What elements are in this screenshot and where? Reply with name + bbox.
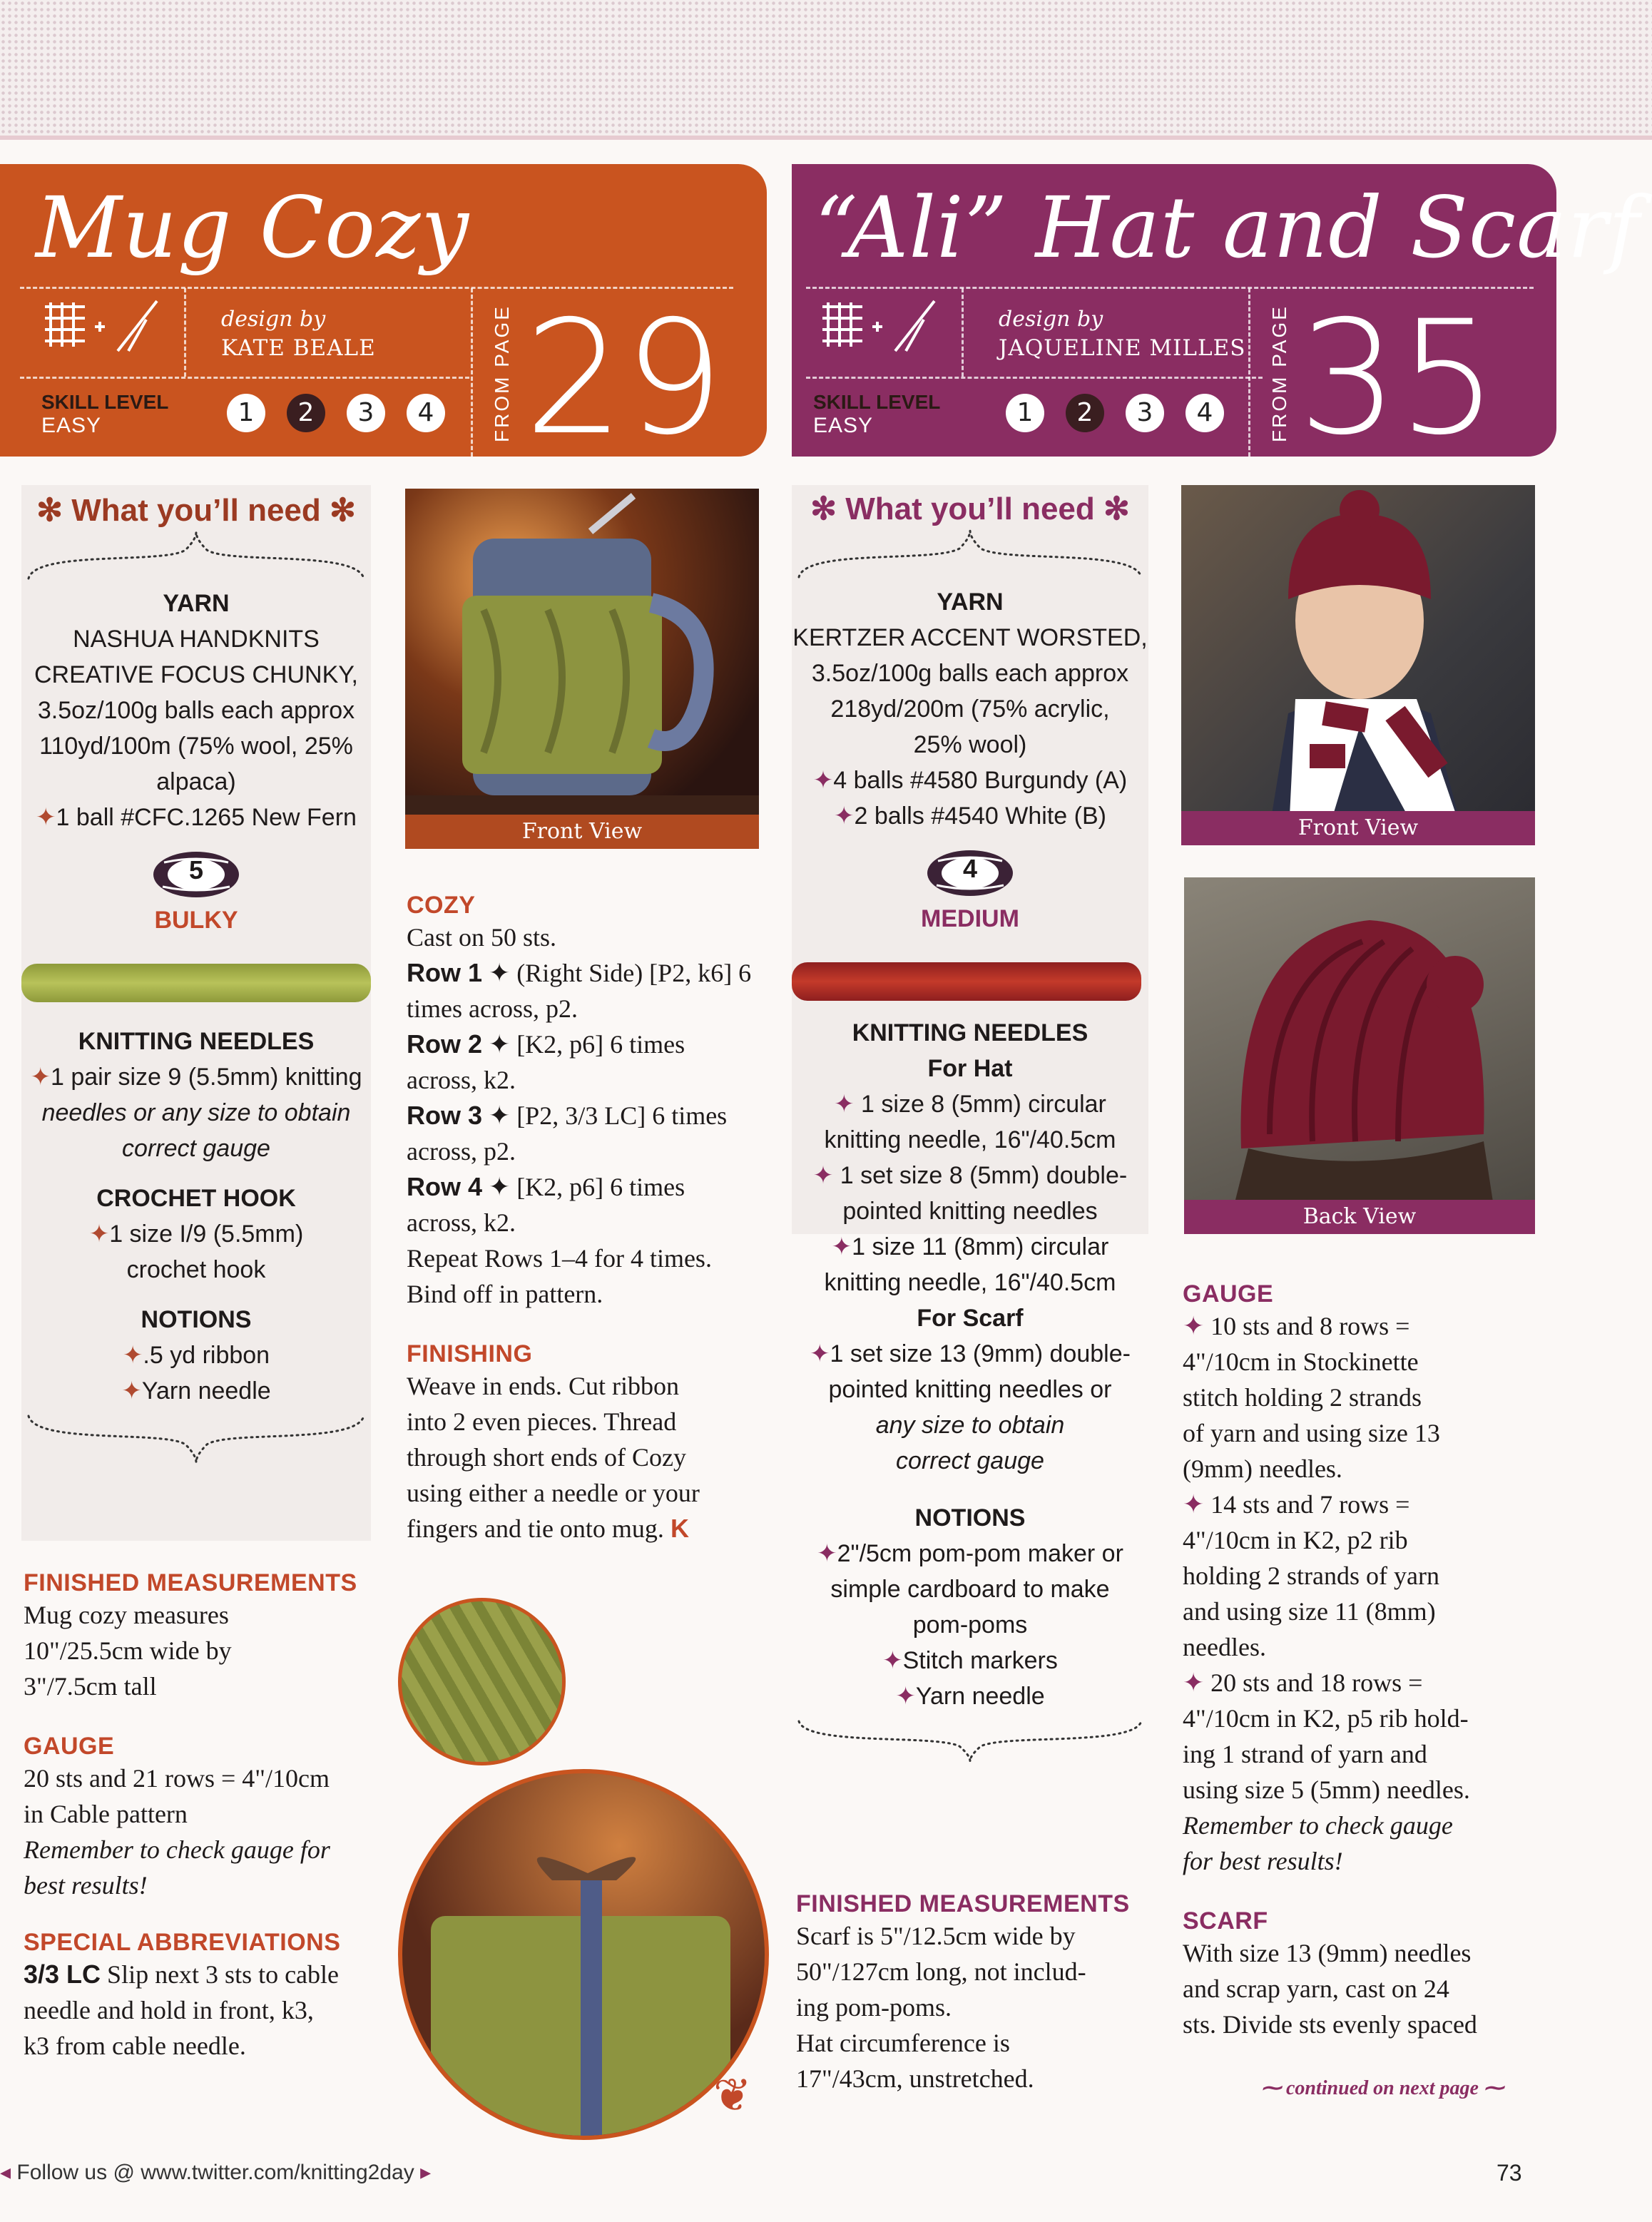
needles-line: ✦1 pair size 9 (5.5mm) knitting	[30, 1064, 362, 1091]
flourish-icon: ⁓	[1478, 2077, 1504, 2099]
cozy-line	[407, 1026, 777, 1062]
bullet-icon: ✦	[482, 959, 511, 987]
bullet-icon: ✦	[882, 1647, 903, 1674]
cozy-heading: COZY	[407, 892, 476, 919]
row-text: across, k2.	[407, 1066, 516, 1094]
notions-line: ✦Stitch markers	[882, 1647, 1058, 1674]
cozy-line	[407, 1276, 777, 1312]
level-2: 2	[287, 394, 325, 432]
cozy-line	[407, 1133, 777, 1169]
hat-needle-line: ✦ 1 size 8 (5mm) circular	[834, 1091, 1106, 1118]
gauge-heading: GAUGE	[1183, 1280, 1274, 1308]
bullet-icon: ✦	[834, 802, 855, 830]
mug-needles-block	[21, 1024, 371, 1409]
gauge-text: ✦ 10 sts and 8 rows = 4"/10cm in Stockinette stitch holding 2 strands of yarn and using size 13 (9mm) needles. ✦ 14 sts and 7 rows = 4"/10cm in K2, p2 rib holding 2 strands of yarn and using size 11 (8mm) needles. ✦ 20 sts and 18 rows = 4"/10cm in K2, p5 rib hold- ing 1 strand of yarn and using size 5 (5mm) needles. Remember to check gauge for best results!	[1183, 1312, 1470, 1875]
bullet-icon: ✦	[1183, 1668, 1211, 1697]
cozy-line	[407, 1098, 777, 1133]
mug-instructions-column	[407, 892, 777, 1546]
hat-needle-line: pointed knitting needles	[842, 1198, 1098, 1225]
scarf-needle-line: ✦1 set size 13 (9mm) double-	[810, 1340, 1131, 1367]
curly-divider-top	[792, 527, 1148, 584]
finished-measurements-heading: FINISHED MEASUREMENTS	[796, 1890, 1130, 1917]
bullet-icon: ✦	[812, 767, 834, 794]
mug-illustration	[405, 489, 759, 849]
continued-note: ⁓ continued on next page ⁓	[1261, 2077, 1504, 2099]
row-text: Cast on 50 sts.	[407, 923, 557, 952]
top-divider	[0, 136, 1652, 140]
yarn-line: 3.5oz/100g balls each approx	[811, 660, 1129, 687]
yarn-line: alpaca)	[156, 768, 236, 795]
cable-detail-photo	[398, 1598, 566, 1765]
hook-line: ✦1 size I/9 (5.5mm)	[88, 1220, 304, 1248]
row-label: Row 4	[407, 1172, 483, 1201]
yarn-weight-name: BULKY	[154, 907, 238, 934]
bullet-icon: ✦	[812, 1162, 840, 1189]
level-3: 3	[347, 394, 385, 432]
what-you-need-heading: ✻ What you’ll need ✻	[810, 491, 1130, 526]
yarn-sample-swatch	[792, 962, 1141, 1001]
yarn-line: ✦2 balls #4540 White (B)	[834, 802, 1106, 830]
sparkle-icon: ✻	[1094, 491, 1130, 526]
yarn-heading: YARN	[937, 588, 1004, 616]
scarf-text: With size 13 (9mm) needles and scrap yarn, cast on 24 sts. Divide sts evenly spaced	[1183, 1939, 1477, 2039]
divider-line	[1248, 288, 1250, 457]
row-text: [K2, p6] 6 times	[510, 1173, 685, 1201]
needles-heading: KNITTING NEEDLES	[852, 1019, 1088, 1046]
finished-measurements-text: Mug cozy measures 10"/25.5cm wide by 3"/7.5cm tall	[24, 1601, 232, 1701]
from-page-label: FROM PAGE	[491, 305, 513, 442]
bullet-icon: ✦	[1183, 1490, 1211, 1519]
special-abbreviations-text: 3/3 LC Slip next 3 sts to cable needle and hold in front, k3, k3 from cable needle.	[24, 1959, 340, 2060]
hat-back-photo	[1184, 877, 1535, 1234]
designer-name: JAQUELINE MILLES	[999, 335, 1246, 361]
mug-needs-column	[21, 492, 371, 1466]
hat-scarf-front-photo	[1181, 485, 1535, 845]
notions-line: ✦.5 yd ribbon	[122, 1342, 270, 1369]
curly-divider-bottom	[792, 1714, 1148, 1764]
hat-needle-line: ✦ 1 set size 8 (5mm) double-	[812, 1162, 1128, 1189]
gauge-text: 20 sts and 21 rows = 4"/10cm in Cable pattern Remember to check gauge for best results!	[24, 1764, 330, 1900]
bullet-icon: ✦	[88, 1220, 110, 1248]
from-page-number: 35	[1298, 287, 1498, 469]
notions-line: ✦2"/5cm pom-pom maker or	[817, 1540, 1123, 1567]
cozy-line	[407, 1205, 777, 1240]
level-2: 2	[1066, 394, 1104, 432]
skill-level-dots	[1006, 394, 1224, 432]
bullet-icon: ✦	[831, 1233, 852, 1260]
notions-heading: NOTIONS	[914, 1504, 1026, 1532]
level-1: 1	[1006, 394, 1044, 432]
bullet-icon: ✦	[817, 1540, 837, 1567]
mug-cozy-banner	[0, 164, 767, 469]
end-mark-icon: K	[670, 1514, 689, 1543]
sparkle-icon: ✻	[36, 493, 72, 528]
ali-needles-block	[792, 1015, 1148, 1714]
row-label: Row 1	[407, 958, 483, 987]
knit-crochet-icon	[39, 298, 168, 355]
finishing-heading: FINISHING	[407, 1340, 533, 1367]
bullet-icon: ✦	[121, 1377, 142, 1405]
gauge-heading: GAUGE	[24, 1733, 115, 1760]
needles-line: correct gauge	[122, 1135, 270, 1162]
yarn-line: KERTZER ACCENT WORSTED,	[792, 624, 1148, 651]
divider-line	[962, 288, 964, 377]
scarf-heading: SCARF	[1183, 1907, 1268, 1935]
cozy-line	[407, 919, 777, 955]
scarf-needle-line: any size to obtain	[875, 1412, 1065, 1439]
yarn-line: 110yd/100m (75% wool, 25%	[39, 733, 353, 760]
level-4: 4	[407, 394, 445, 432]
yarn-line: CREATIVE FOCUS CHUNKY,	[34, 661, 359, 688]
skill-level-label: SKILL LEVEL	[813, 391, 941, 413]
skill-level-value: EASY	[813, 414, 874, 437]
flourish-icon: ❦	[713, 2069, 752, 2121]
notions-line: ✦Yarn needle	[895, 1683, 1045, 1710]
from-page-label: FROM PAGE	[1268, 305, 1290, 442]
hat-needle-line: knitting needle, 16"/40.5cm	[824, 1269, 1116, 1296]
cozy-line	[407, 1169, 777, 1205]
finished-measurements-heading: FINISHED MEASUREMENTS	[24, 1569, 357, 1596]
bullet-icon: ✦	[36, 804, 56, 831]
what-you-need-heading: ✻ What you’ll need ✻	[36, 493, 356, 528]
cozy-line	[407, 1062, 777, 1098]
divider-line	[184, 288, 186, 377]
row-label: Row 3	[407, 1101, 483, 1130]
skill-level-value: EASY	[41, 414, 102, 437]
ali-needs-column	[792, 491, 1148, 1764]
hook-line: crochet hook	[126, 1256, 266, 1283]
flourish-icon: ⁓	[1261, 2077, 1286, 2099]
level-1: 1	[227, 394, 265, 432]
level-4: 4	[1186, 394, 1224, 432]
skill-level-label: SKILL LEVEL	[41, 391, 169, 413]
for-hat-heading: For Hat	[927, 1055, 1013, 1082]
mug-cozy-title: Mug Cozy	[36, 178, 470, 277]
bullet-icon: ✦	[482, 1173, 511, 1201]
row-text: times across, p2.	[407, 994, 578, 1023]
bullet-icon: ✦	[834, 1091, 862, 1118]
cozy-line	[407, 955, 777, 991]
sparkle-icon: ✻	[320, 493, 356, 528]
row-text: across, p2.	[407, 1137, 516, 1166]
yarn-line: ✦4 balls #4580 Burgundy (A)	[812, 767, 1128, 794]
special-abbreviations-heading: SPECIAL ABBREVIATIONS	[24, 1929, 341, 1956]
photo-caption: Front View	[405, 815, 759, 849]
hat-needle-line: knitting needle, 16"/40.5cm	[824, 1126, 1116, 1153]
row-text: [K2, p6] 6 times	[510, 1030, 685, 1059]
divider-line	[20, 377, 469, 379]
cozy-instructions	[407, 919, 777, 1312]
bullet-icon: ✦	[122, 1342, 143, 1369]
yarn-weight-badge-area	[21, 835, 371, 964]
notions-line: pom-poms	[912, 1611, 1028, 1639]
ali-title: “Ali” Hat and Scarf	[815, 178, 1641, 277]
mug-details-column	[24, 1569, 380, 2064]
needles-heading: KNITTING NEEDLES	[78, 1028, 315, 1055]
ali-yarn-block	[792, 584, 1148, 834]
mug-yarn-block	[21, 586, 371, 835]
yarn-sample-swatch	[21, 964, 371, 1002]
divider-line	[471, 288, 473, 457]
curly-divider-bottom	[21, 1409, 371, 1466]
model-illustration	[1181, 485, 1535, 845]
for-scarf-heading: For Scarf	[917, 1305, 1024, 1332]
notions-line: simple cardboard to make	[830, 1576, 1110, 1603]
needles-line: needles or any size to obtain	[41, 1099, 351, 1126]
yarn-weight-name: MEDIUM	[921, 905, 1019, 932]
photo-caption: Front View	[1181, 811, 1535, 845]
knit-crochet-icon	[817, 298, 945, 355]
notions-heading: NOTIONS	[141, 1306, 252, 1333]
row-text: Bind off in pattern.	[407, 1280, 603, 1308]
ali-banner	[792, 164, 1641, 469]
bullet-icon: ✦	[1183, 1312, 1211, 1340]
design-by-label: design by	[999, 307, 1103, 332]
flag-icon: ◂	[0, 2161, 17, 2184]
scarf-needle-line: correct gauge	[896, 1447, 1044, 1474]
cozy-line	[407, 1240, 777, 1276]
top-pattern-band	[0, 0, 1652, 136]
row-label: Row 2	[407, 1029, 483, 1059]
bullet-icon: ✦	[30, 1064, 51, 1091]
finished-measurements-text: Scarf is 5"/12.5cm wide by 50"/127cm long, not includ- ing pom-poms. Hat circumference is 17"/43cm, unstretched.	[796, 1922, 1086, 2093]
curly-divider-top	[21, 529, 371, 586]
yarn-weight-number: 5	[188, 855, 204, 885]
skill-level-dots	[227, 394, 445, 432]
ribbon-illustration	[402, 1773, 765, 2136]
finishing-text: Weave in ends. Cut ribbon into 2 even pieces. Thread through short ends of Cozy using either a needle or your fingers and tie onto mug. K	[407, 1372, 700, 1543]
design-by-label: design by	[221, 307, 326, 332]
sparkle-icon: ✻	[810, 491, 846, 526]
yarn-line: 25% wool)	[913, 731, 1027, 758]
flag-icon: ▸	[414, 2161, 432, 2184]
level-3: 3	[1126, 394, 1164, 432]
divider-line	[806, 377, 1263, 379]
ali-finished-column	[796, 1890, 1181, 2096]
page-number: 73	[1497, 2160, 1522, 2186]
from-page-number: 29	[524, 287, 724, 469]
yarn-line: ✦1 ball #CFC.1265 New Fern	[36, 804, 357, 831]
mug-cozy-front-photo	[405, 489, 759, 849]
yarn-heading: YARN	[163, 590, 230, 617]
row-text: (Right Side) [P2, k6] 6	[510, 959, 752, 987]
bullet-icon: ✦	[895, 1683, 916, 1710]
bullet-icon: ✦	[482, 1101, 511, 1130]
notions-line: ✦Yarn needle	[121, 1377, 271, 1405]
bullet-icon: ✦	[810, 1340, 830, 1367]
row-text: across, k2.	[407, 1208, 516, 1237]
hat-illustration	[1184, 877, 1535, 1234]
hat-needle-line: ✦1 size 11 (8mm) circular	[831, 1233, 1109, 1260]
photo-caption: Back View	[1184, 1200, 1535, 1234]
designer-name: KATE BEALE	[221, 335, 376, 361]
crochet-hook-heading: CROCHET HOOK	[96, 1185, 296, 1212]
yarn-line: 218yd/200m (75% acrylic,	[830, 695, 1110, 723]
ali-gauge-column	[1183, 1280, 1539, 2042]
footer-follow	[0, 2160, 431, 2185]
twitter-follow-link[interactable]: Follow us @ www.twitter.com/knitting2day	[16, 2161, 414, 2184]
bullet-icon: ✦	[482, 1030, 511, 1059]
scarf-needle-line: pointed knitting needles or	[828, 1376, 1112, 1403]
yarn-weight-number: 4	[962, 854, 978, 883]
row-text: [P2, 3/3 LC] 6 times	[510, 1101, 728, 1130]
yarn-line: NASHUA HANDKNITS	[73, 626, 320, 653]
yarn-line: 3.5oz/100g balls each approx	[37, 697, 355, 724]
row-text: Repeat Rows 1–4 for 4 times.	[407, 1244, 712, 1273]
cozy-line	[407, 991, 777, 1026]
yarn-weight-badge-area	[792, 834, 1148, 962]
